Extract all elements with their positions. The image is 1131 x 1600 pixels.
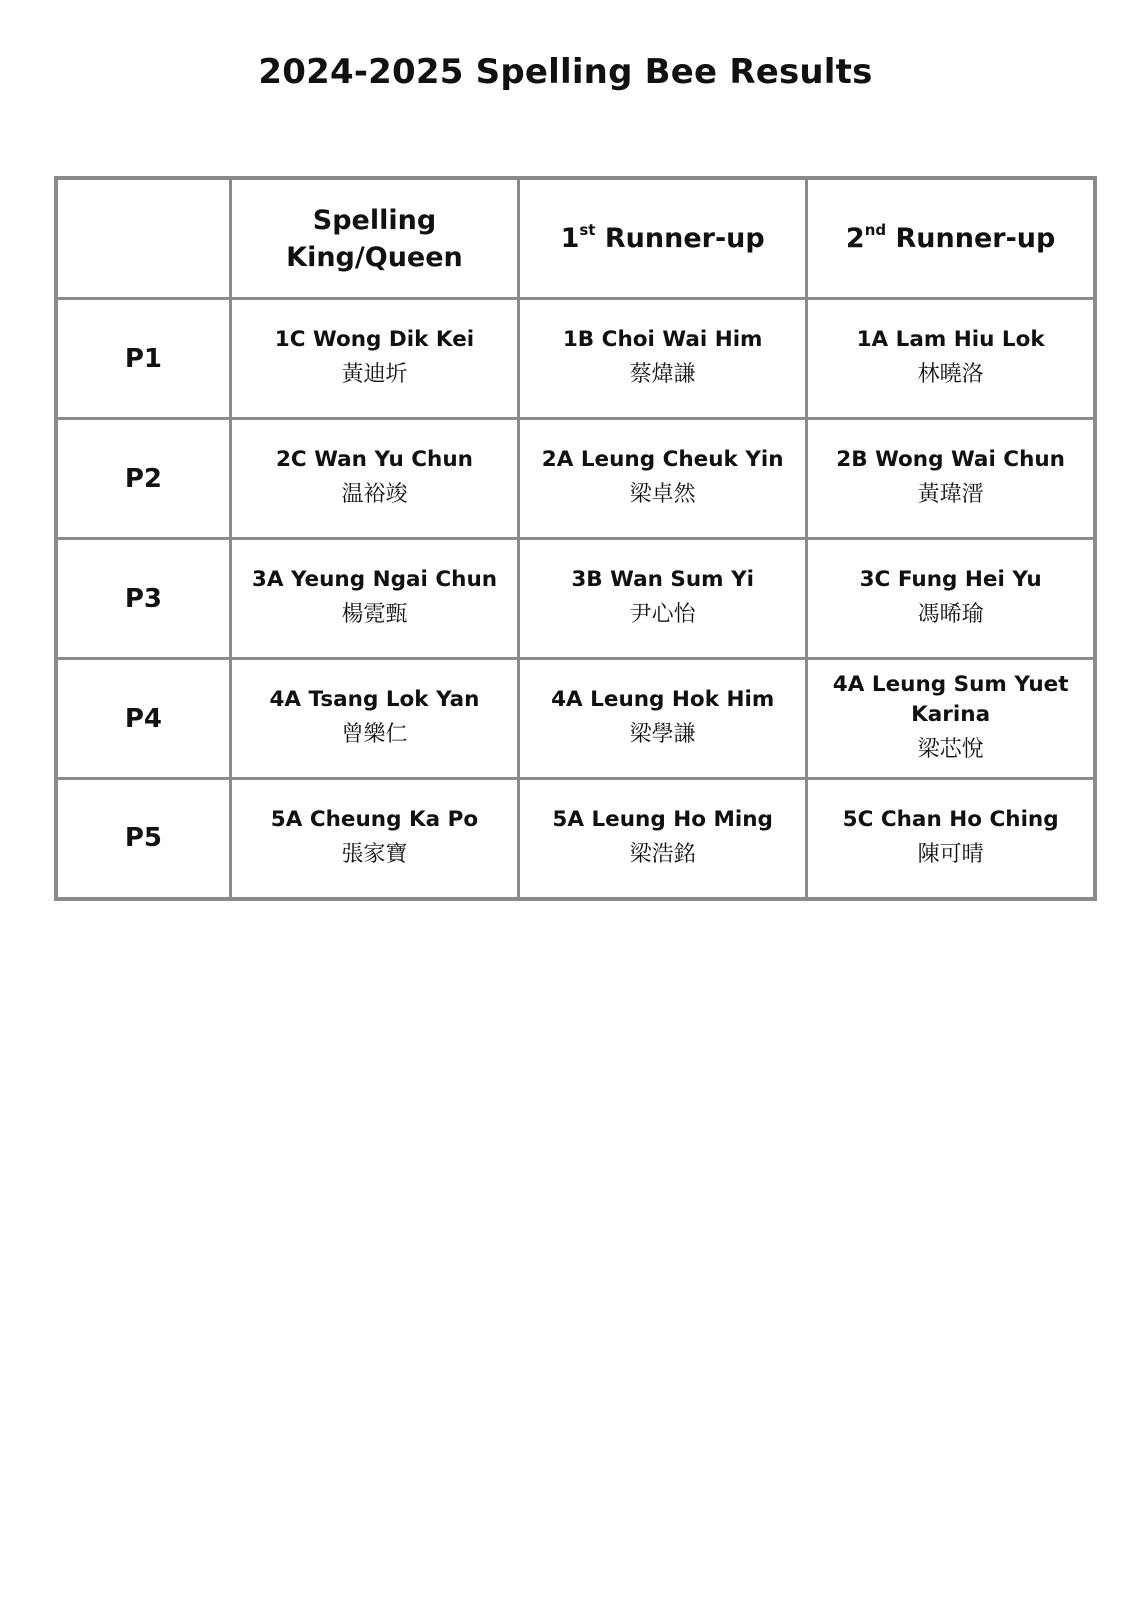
header-king-queen-line2: King/Queen xyxy=(286,241,463,273)
header-first-text: Runner-up xyxy=(595,223,765,254)
winner-name-zh: 梁學謙 xyxy=(629,722,696,747)
winner-name-en: 4A Leung Hok Him xyxy=(551,687,775,712)
winner-name-zh: 曾樂仁 xyxy=(341,722,408,747)
table-row-p5 xyxy=(56,779,1095,899)
header-second-runner-up xyxy=(807,178,1095,299)
winner-name-en: 2B Wong Wai Chun xyxy=(836,447,1065,472)
first-runner-up-cell xyxy=(519,539,807,659)
table-row-p2 xyxy=(56,419,1095,539)
winner-name-zh: 林曉洛 xyxy=(917,362,984,387)
winner-name-en: 5A Cheung Ka Po xyxy=(270,806,479,832)
first-runner-up-cell xyxy=(519,779,807,899)
header-first-num: 1 xyxy=(560,223,580,254)
second-runner-up-cell xyxy=(807,539,1095,659)
second-runner-up-cell xyxy=(807,779,1095,899)
header-first-runner-up xyxy=(519,178,807,299)
level-cell: P4 xyxy=(56,659,230,779)
first-runner-up-cell xyxy=(519,419,807,539)
winner-name-zh: 楊霓甄 xyxy=(341,602,408,627)
results-table xyxy=(54,176,1097,901)
header-king-queen-line1: Spelling xyxy=(312,204,437,236)
header-second-text: Runner-up xyxy=(886,223,1056,254)
winner-name-zh: 蔡煒謙 xyxy=(629,362,696,387)
second-runner-up-cell xyxy=(807,659,1095,779)
winner-name-en: 3B Wan Sum Yi xyxy=(571,567,755,592)
first-runner-up-cell xyxy=(519,659,807,779)
header-king-queen xyxy=(230,178,518,299)
winner-name-en: 1B Choi Wai Him xyxy=(562,327,763,352)
header-corner-cell xyxy=(56,178,230,299)
winner-name-en: 2C Wan Yu Chun xyxy=(275,447,473,472)
second-runner-up-cell xyxy=(807,299,1095,419)
king-queen-cell xyxy=(230,779,518,899)
winner-name-en: 5A Leung Ho Ming xyxy=(552,806,773,832)
winner-name-en: 3A Yeung Ngai Chun xyxy=(251,567,498,592)
winner-name-en: 4A Tsang Lok Yan xyxy=(269,687,480,712)
header-row xyxy=(56,178,1095,299)
header-first-ordinal: st xyxy=(579,221,596,239)
winner-name-zh: 尹心怡 xyxy=(629,602,696,627)
king-queen-cell xyxy=(230,539,518,659)
table-row-p1 xyxy=(56,299,1095,419)
king-queen-cell xyxy=(230,659,518,779)
winner-name-en: 1C Wong Dik Kei xyxy=(274,327,475,352)
level-cell: P1 xyxy=(56,299,230,419)
winner-name-en: 2A Leung Cheuk Yin xyxy=(541,447,784,472)
level-cell: P3 xyxy=(56,539,230,659)
winner-name-zh: 馮晞瑜 xyxy=(917,602,984,627)
winner-name-zh: 黃迪圻 xyxy=(341,362,408,387)
winner-name-zh: 梁芯悅 xyxy=(917,737,984,762)
winner-name-zh: 梁卓然 xyxy=(629,482,696,507)
winner-name-zh: 温裕竣 xyxy=(341,482,408,507)
header-second-ordinal: nd xyxy=(864,221,887,239)
header-second-num: 2 xyxy=(845,223,865,254)
level-cell: P5 xyxy=(56,779,230,899)
king-queen-cell xyxy=(230,419,518,539)
winner-name-zh: 梁浩銘 xyxy=(629,841,696,867)
first-runner-up-cell xyxy=(519,299,807,419)
winner-name-en: 3C Fung Hei Yu xyxy=(859,567,1042,592)
table-row-p3 xyxy=(56,539,1095,659)
winner-name-zh: 張家寶 xyxy=(341,841,408,867)
second-runner-up-cell xyxy=(807,419,1095,539)
king-queen-cell xyxy=(230,299,518,419)
page-title: 2024-2025 Spelling Bee Results xyxy=(258,52,873,92)
winner-name-en: 4A Leung Sum Yuet Karina xyxy=(832,672,1069,727)
winner-name-en: 5C Chan Ho Ching xyxy=(842,806,1059,832)
winner-name-en: 1A Lam Hiu Lok xyxy=(856,327,1045,352)
winner-name-zh: 黃瑋溍 xyxy=(917,482,984,507)
level-cell: P2 xyxy=(56,419,230,539)
winner-name-zh: 陳可晴 xyxy=(917,841,984,867)
table-row-p4 xyxy=(56,659,1095,779)
